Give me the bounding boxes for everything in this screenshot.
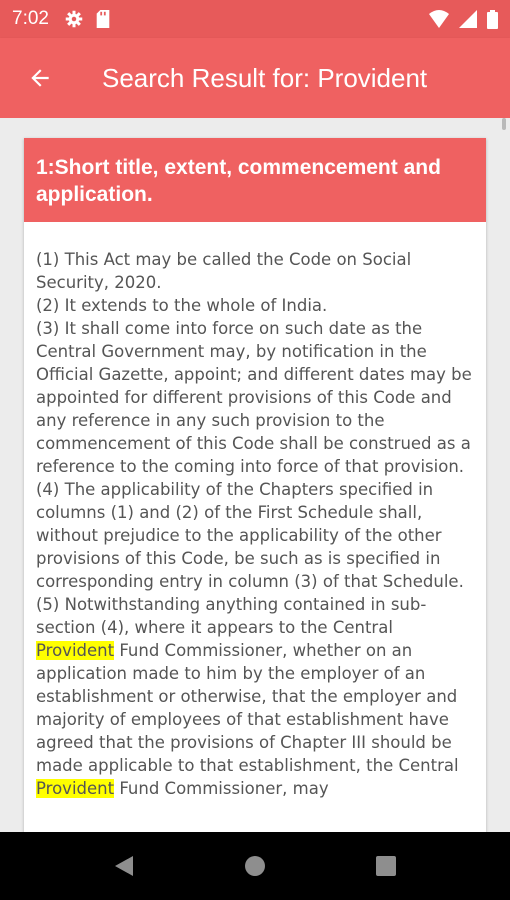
status-bar <box>0 0 510 38</box>
paragraph-5-text: Fund Commissioner, may <box>114 779 329 798</box>
page-title: Search Result for: Provident <box>102 62 428 93</box>
recents-square-icon <box>376 856 396 876</box>
result-card[interactable] <box>24 138 486 832</box>
search-results-list[interactable] <box>0 118 510 832</box>
status-icons-left <box>65 10 111 28</box>
home-circle-icon <box>244 855 266 877</box>
back-button[interactable] <box>0 38 80 118</box>
paragraph-1: (1) This Act may be called the Code on Social Security, 2020. <box>36 250 412 292</box>
app-bar <box>0 38 510 118</box>
paragraph-3: (3) It shall come into force on such date as the Central Government may, by notification in the Official Gazette, appoint; and different dates may be appointed for different provisions of this Code and any reference in any such provision to the commencement of this Code shall be construed as a reference to the coming into force of that provision. <box>36 319 472 476</box>
status-time: 7:02 <box>12 8 49 29</box>
status-icons-right <box>429 10 498 29</box>
back-triangle-icon <box>113 854 135 878</box>
nav-home-button[interactable] <box>225 836 285 896</box>
paragraph-4: (4) The applicability of the Chapters specified in columns (1) and (2) of the First Schedule shall, without prejudice to the applicability of the other provisions of this Code, be such as is specified in corresponding entry in column (3) of that Schedule. <box>36 480 464 591</box>
search-highlight: Provident <box>36 779 115 798</box>
paragraph-5 <box>36 593 474 800</box>
paragraph-5-text: Fund Commissioner, whether on an application made to him by the employer of an establishment or otherwise, that the employer and majority of employees of that establishment have agreed that the provisions of Chapter III should be made applicable to that establishment, the Central <box>36 641 459 775</box>
navigation-bar <box>0 832 510 900</box>
search-highlight: Provident <box>36 641 115 660</box>
arrow-left-icon <box>27 65 53 91</box>
signal-icon <box>459 10 477 28</box>
result-body <box>24 222 486 800</box>
paragraph-5-text: (5) Notwithstanding anything contained in sub-section (4), where it appears to the Central <box>36 595 427 637</box>
gear-icon <box>65 10 83 28</box>
battery-icon <box>487 10 498 29</box>
result-heading: 1:Short title, extent, commencement and application. <box>24 138 486 222</box>
sd-card-icon <box>95 10 111 28</box>
wifi-icon <box>429 10 449 28</box>
scrollbar[interactable] <box>502 118 506 130</box>
nav-recents-button[interactable] <box>356 836 416 896</box>
nav-back-button[interactable] <box>94 836 154 896</box>
paragraph-2: (2) It extends to the whole of India. <box>36 296 328 315</box>
